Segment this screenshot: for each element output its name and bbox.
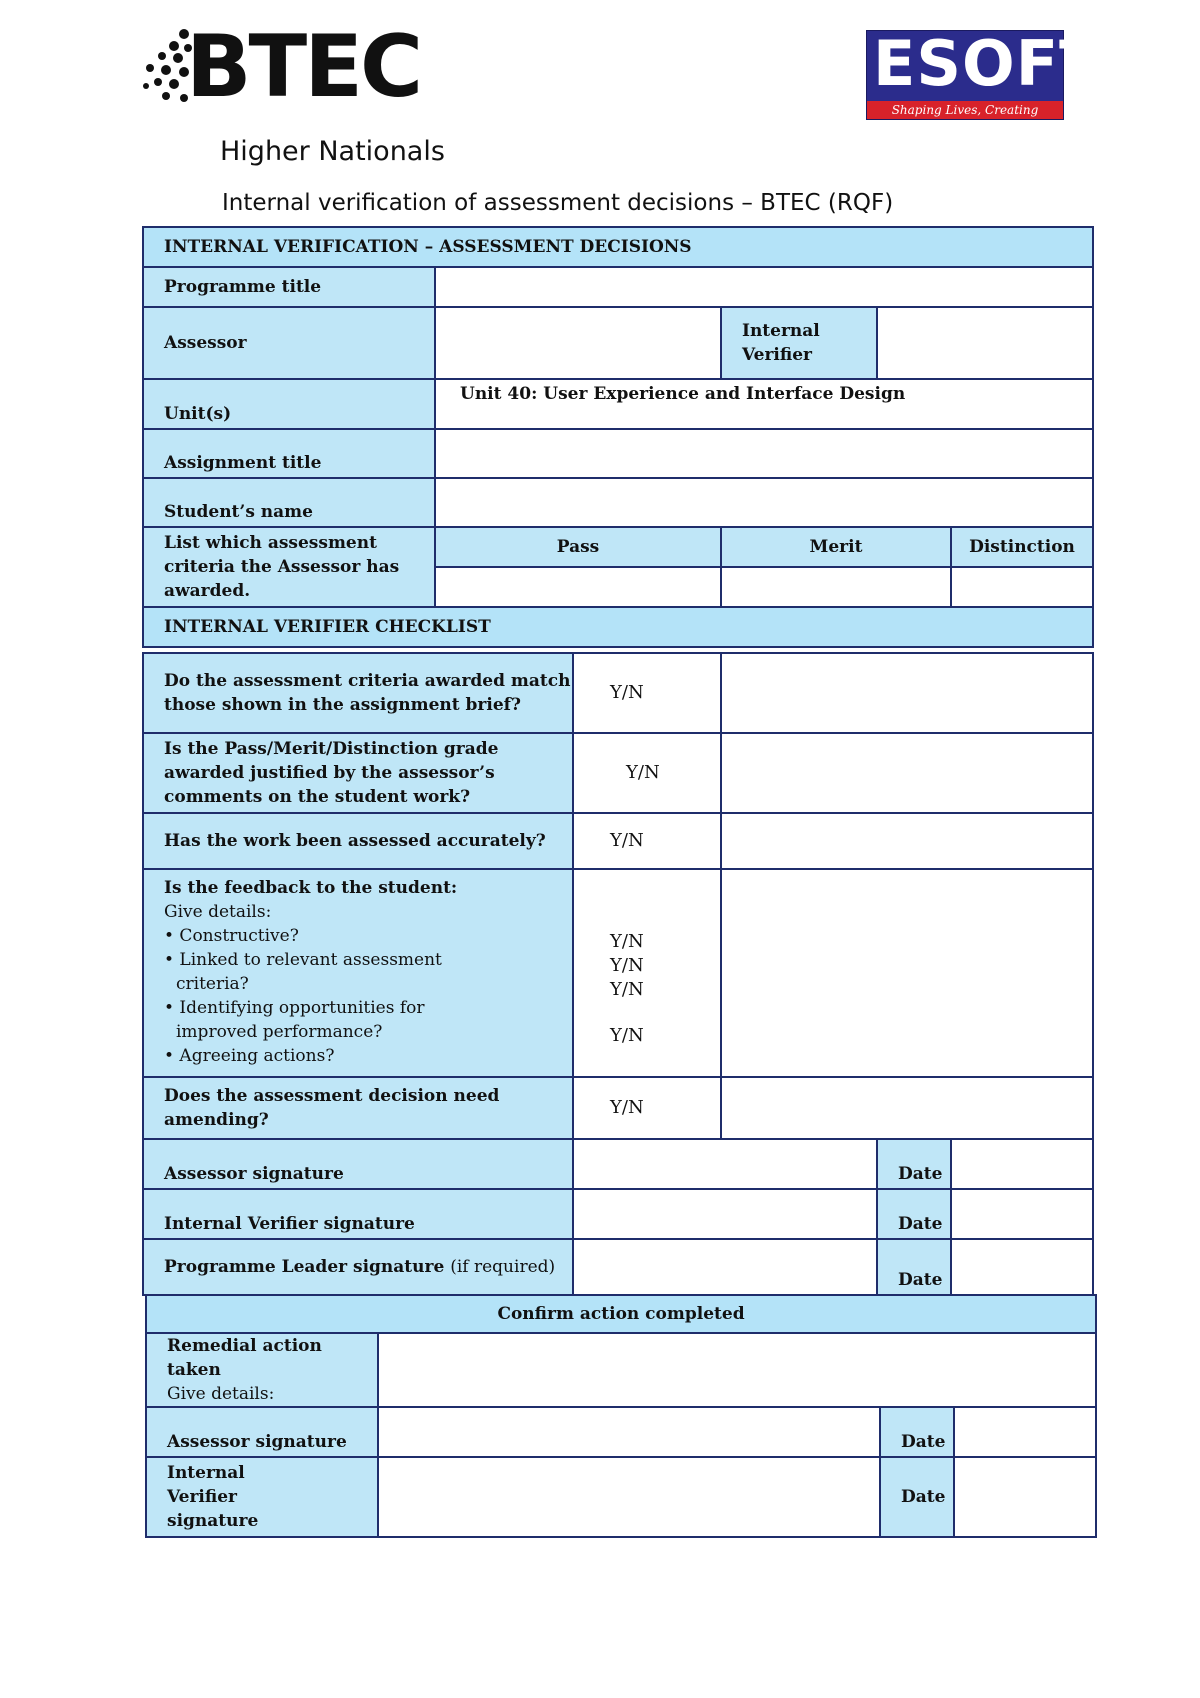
iv-signature-field[interactable] bbox=[573, 1189, 877, 1239]
checklist-q4-yn-constructive[interactable]: Y/N bbox=[610, 931, 644, 952]
remedial-action-label bbox=[146, 1333, 378, 1407]
confirm-iv-date-field[interactable] bbox=[954, 1457, 1096, 1537]
confirm-iv-signature-line3: signature bbox=[167, 1511, 259, 1531]
assessor-signature-date-field[interactable] bbox=[951, 1139, 1093, 1189]
merit-label: Merit bbox=[721, 527, 951, 567]
confirm-assessor-date-field[interactable] bbox=[954, 1407, 1096, 1457]
pl-signature-field[interactable] bbox=[573, 1239, 877, 1295]
checklist-q4-give-details: Give details: bbox=[164, 902, 272, 922]
checklist-q2: Is the Pass/Merit/Distinction grade awarded justified by the assessor’s comments on the student work? bbox=[143, 733, 573, 813]
distinction-criteria-field[interactable] bbox=[951, 567, 1093, 607]
pass-criteria-field[interactable] bbox=[435, 567, 721, 607]
checklist-q3-yn[interactable]: Y/N bbox=[573, 813, 721, 869]
assessor-label: Assessor bbox=[143, 307, 435, 379]
distinction-label: Distinction bbox=[951, 527, 1093, 567]
assessor-signature-label: Assessor signature bbox=[143, 1139, 573, 1189]
checklist-q4-bullet-opportunities: • Identifying opportunities for bbox=[164, 998, 425, 1018]
pl-signature-date-label: Date bbox=[877, 1239, 951, 1295]
checklist-q4-bullet-linked-cont: criteria? bbox=[176, 974, 249, 994]
checklist-q3: Has the work been assessed accurately? bbox=[143, 813, 573, 869]
pl-signature-label-bold: Programme Leader signature bbox=[164, 1257, 445, 1277]
checklist-q4-yn-group bbox=[573, 869, 721, 1077]
checklist-q5-comment[interactable] bbox=[721, 1077, 1093, 1139]
page-subtitle: Internal verification of assessment decisions – BTEC (RQF) bbox=[222, 190, 894, 216]
pass-label: Pass bbox=[435, 527, 721, 567]
checklist-q2-yn[interactable]: Y/N bbox=[573, 733, 721, 813]
units-label: Unit(s) bbox=[143, 379, 435, 429]
iv-signature-date-label: Date bbox=[877, 1189, 951, 1239]
units-value[interactable]: Unit 40: User Experience and Interface Design bbox=[435, 379, 1093, 429]
verification-form-table bbox=[142, 226, 1094, 648]
checklist-q4-bullet-linked: • Linked to relevant assessment bbox=[164, 950, 442, 970]
checklist-q4-comment[interactable] bbox=[721, 869, 1093, 1077]
section-title-checklist: INTERNAL VERIFIER CHECKLIST bbox=[143, 607, 1093, 647]
esoft-logo-tagline: Shaping Lives, Creating Futures bbox=[867, 101, 1063, 119]
confirm-action-title: Confirm action completed bbox=[146, 1295, 1096, 1333]
internal-verifier-field[interactable] bbox=[877, 307, 1093, 379]
checklist-q4-title: Is the feedback to the student: bbox=[164, 878, 458, 898]
confirm-assessor-date-label: Date bbox=[880, 1407, 954, 1457]
checklist-q5-yn[interactable]: Y/N bbox=[573, 1077, 721, 1139]
checklist-q5: Does the assessment decision need amending? bbox=[143, 1077, 573, 1139]
student-name-field[interactable] bbox=[435, 478, 1093, 527]
iv-signature-date-field[interactable] bbox=[951, 1189, 1093, 1239]
pl-signature-date-field[interactable] bbox=[951, 1239, 1093, 1295]
internal-verifier-label: Internal Verifier bbox=[721, 307, 877, 379]
criteria-label: List which assessment criteria the Assessor has awarded. bbox=[143, 527, 435, 607]
checklist-q1-yn[interactable]: Y/N bbox=[573, 653, 721, 733]
remedial-action-field[interactable] bbox=[378, 1333, 1096, 1407]
esoft-logo-word: ESOFT bbox=[873, 27, 1103, 100]
pl-signature-label-normal: (if required) bbox=[450, 1257, 556, 1277]
confirm-iv-signature-field[interactable] bbox=[378, 1457, 880, 1537]
checklist-q1-comment[interactable] bbox=[721, 653, 1093, 733]
student-name-label: Student’s name bbox=[143, 478, 435, 527]
confirm-action-table bbox=[145, 1294, 1097, 1538]
merit-criteria-field[interactable] bbox=[721, 567, 951, 607]
checklist-table bbox=[142, 652, 1094, 1296]
checklist-q4-bullet-constructive: • Constructive? bbox=[164, 926, 299, 946]
checklist-q4-bullet-agreeing: • Agreeing actions? bbox=[164, 1046, 335, 1066]
page-title: Higher Nationals bbox=[220, 136, 445, 167]
checklist-q4-yn-opportunities[interactable]: Y/N bbox=[610, 979, 644, 1000]
remedial-action-give-details: Give details: bbox=[167, 1384, 275, 1404]
assignment-title-field[interactable] bbox=[435, 429, 1093, 478]
confirm-iv-date-label: Date bbox=[880, 1457, 954, 1537]
remedial-action-label-title: Remedial action taken bbox=[167, 1336, 322, 1380]
checklist-q4-yn-linked[interactable]: Y/N bbox=[610, 955, 644, 976]
checklist-q3-comment[interactable] bbox=[721, 813, 1093, 869]
checklist-q4 bbox=[143, 869, 573, 1077]
checklist-q2-comment[interactable] bbox=[721, 733, 1093, 813]
programme-title-field[interactable] bbox=[435, 267, 1093, 307]
checklist-q4-yn-agreeing[interactable]: Y/N bbox=[610, 1025, 644, 1046]
confirm-iv-signature-line1: Internal bbox=[167, 1463, 245, 1483]
assignment-title-label: Assignment title bbox=[143, 429, 435, 478]
btec-logo-text: BTEC bbox=[186, 17, 421, 117]
confirm-iv-signature-label bbox=[146, 1457, 378, 1537]
confirm-assessor-signature-label: Assessor signature bbox=[146, 1407, 378, 1457]
assessor-signature-field[interactable] bbox=[573, 1139, 877, 1189]
programme-title-label: Programme title bbox=[143, 267, 435, 307]
confirm-assessor-signature-field[interactable] bbox=[378, 1407, 880, 1457]
checklist-q4-bullet-opportunities-cont: improved performance? bbox=[176, 1022, 383, 1042]
assessor-signature-date-label: Date bbox=[877, 1139, 951, 1189]
assessor-field[interactable] bbox=[435, 307, 721, 379]
pl-signature-label bbox=[143, 1239, 573, 1295]
iv-signature-label: Internal Verifier signature bbox=[143, 1189, 573, 1239]
checklist-q1: Do the assessment criteria awarded match those shown in the assignment brief? bbox=[143, 653, 573, 733]
section-title-decisions: INTERNAL VERIFICATION – ASSESSMENT DECISIONS bbox=[143, 227, 1093, 267]
esoft-logo bbox=[866, 27, 1103, 135]
confirm-iv-signature-line2: Verifier bbox=[167, 1487, 237, 1507]
